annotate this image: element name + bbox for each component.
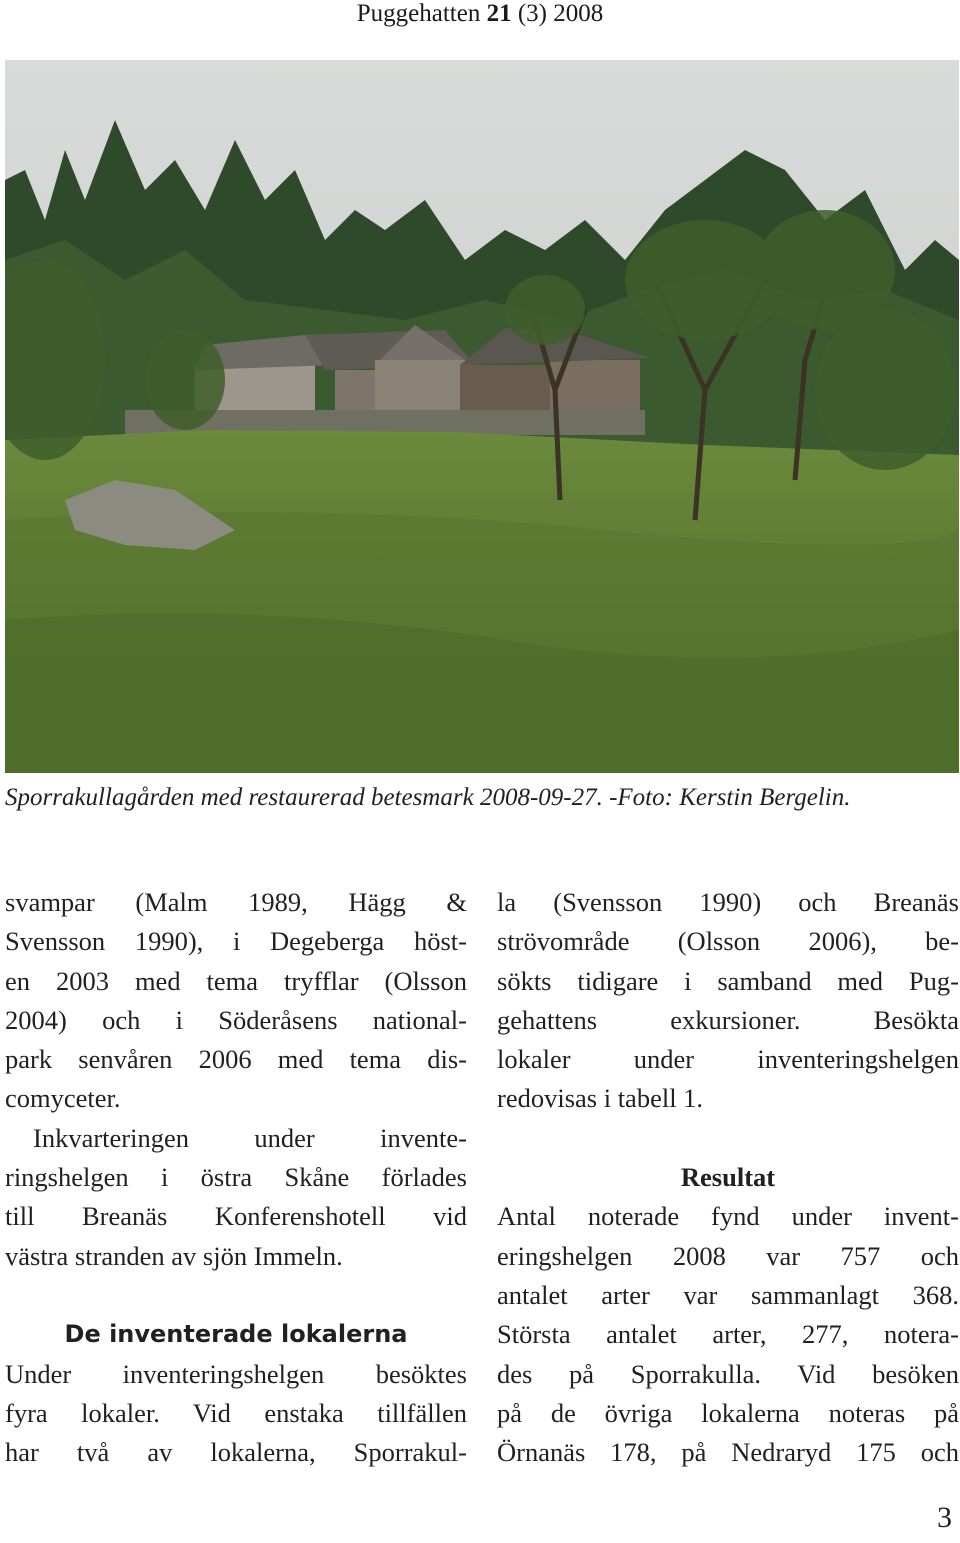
left-column xyxy=(5,883,467,1472)
text-line: Största antalet arter, 277, notera- xyxy=(497,1319,959,1350)
text-line: eringshelgen 2008 var 757 och xyxy=(497,1240,959,1271)
right-column xyxy=(497,883,959,1472)
text-line: la (Svensson 1990) och Breanäs xyxy=(497,887,959,917)
text-line: svampar (Malm 1989, Hägg & xyxy=(5,887,467,917)
text-line: strövområde (Olsson 2006), be- xyxy=(497,926,959,957)
text-line: Örnanäs 178, på Nedraryd 175 och xyxy=(497,1437,959,1468)
section-heading: Resultat xyxy=(680,1162,776,1193)
text-line: redovisas i tabell 1. xyxy=(497,1083,704,1114)
text-line: antalet arter var sammanlagt 368. xyxy=(497,1279,959,1310)
journal-name: Puggehatten xyxy=(356,0,481,27)
text-line: på de övriga lokalerna noteras på xyxy=(497,1397,959,1428)
text-line: park senvåren 2006 med tema dis- xyxy=(5,1044,467,1075)
photo-caption: Sporrakullagården med restaurerad betesmark 2008-09-27. -Foto: Kerstin Bergelin. xyxy=(5,784,851,811)
text-line: des på Sporrakulla. Vid besöken xyxy=(497,1358,959,1389)
text-line: Under inventeringshelgen besöktes xyxy=(5,1358,467,1389)
text-line: comyceter. xyxy=(5,1083,121,1114)
text-line: västra stranden av sjön Immeln. xyxy=(5,1240,343,1271)
text-line: fyra lokaler. Vid enstaka tillfällen xyxy=(5,1397,467,1428)
text-line: 2004) och i Söderåsens national- xyxy=(5,1004,467,1035)
text-line: till Breanäs Konferenshotell vid xyxy=(5,1201,467,1232)
photo-illustration xyxy=(5,60,959,773)
text-line: Antal noterade fynd under invent- xyxy=(497,1201,959,1232)
landscape-photo xyxy=(5,60,959,773)
text-line: har två av lokalerna, Sporrakul- xyxy=(5,1437,467,1468)
spacer xyxy=(5,1276,467,1315)
text-line: en 2003 med tema tryfflar (Olsson xyxy=(5,965,467,996)
text-line: lokaler under inventeringshelgen xyxy=(497,1044,959,1075)
text-line: sökts tidigare i samband med Pug- xyxy=(497,965,959,996)
page-number: 3 xyxy=(937,1501,952,1534)
running-header xyxy=(0,0,960,30)
section-heading: De inventerade lokalerna xyxy=(64,1320,408,1349)
volume-number: 21 xyxy=(486,0,512,27)
text-line: Inkvarteringen under invente- xyxy=(33,1122,467,1153)
spacer xyxy=(497,1119,959,1158)
text-line: gehattens exkursioner. Besökta xyxy=(497,1004,959,1035)
text-line: Svensson 1990), i Degeberga höst- xyxy=(5,926,467,957)
text-line: ringshelgen i östra Skåne förlades xyxy=(5,1162,467,1193)
issue-year: (3) 2008 xyxy=(517,0,604,27)
